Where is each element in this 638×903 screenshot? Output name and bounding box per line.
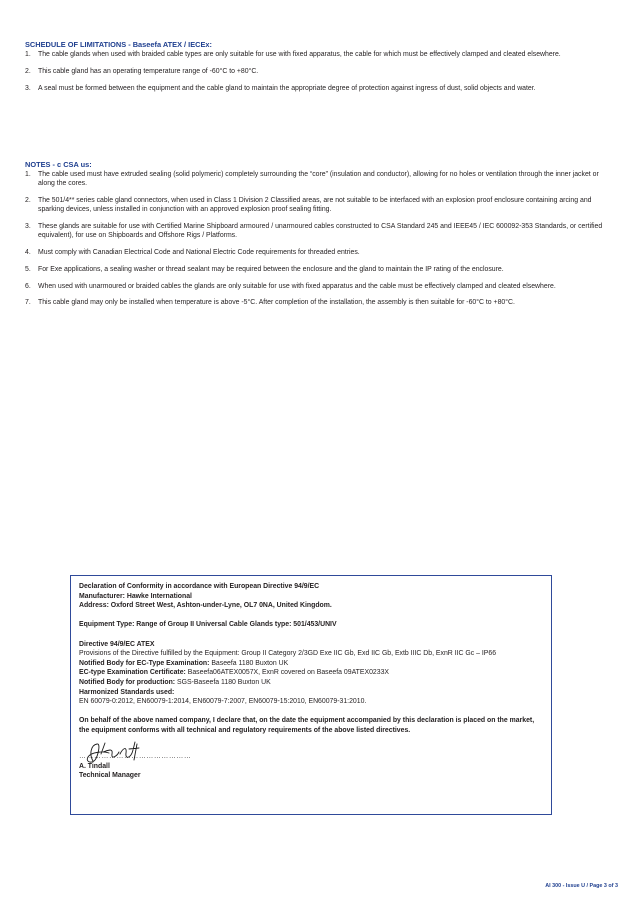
harmonized-standards-label: Harmonized Standards used: xyxy=(79,688,175,696)
item-number: 2. xyxy=(25,197,31,204)
schedule-heading: SCHEDULE OF LIMITATIONS - Baseefa ATEX / IECEx: xyxy=(25,40,212,49)
signer-title: Technical Manager xyxy=(79,772,141,780)
item-text: These glands are suitable for use with Certified Marine Shipboard armoured / unarmoured cables constructed to CSA Standard 245 and IEEE45 / IEC 600092-353 Standards, or certified equivalent), for use on Shipboards and Offshore Rigs / Platforms. xyxy=(38,223,603,240)
manufacturer-line: Manufacturer: Hawke International xyxy=(79,592,192,600)
list-item xyxy=(25,265,615,274)
notified-body-production-line xyxy=(79,678,543,688)
notified-body-ec-label: Notified Body for EC-Type Examination: xyxy=(79,659,210,667)
item-text: The cable glands when used with braided cable types are only suitable for use with fixed apparatus, the cable for which must be effectively clamped and cleated elsewhere. xyxy=(38,51,561,58)
csa-notes xyxy=(25,160,615,315)
item-number: 4. xyxy=(25,249,31,256)
notes-list xyxy=(25,170,615,308)
notified-body-production-value: SGS-Baseefa 1180 Buxton UK xyxy=(175,678,271,686)
item-number: 1. xyxy=(25,51,31,58)
equipment-type-line: Equipment Type: Range of Group II Universal Cable Glands type: 501/453/UNIV xyxy=(79,621,337,629)
item-text: This cable gland has an operating temperature range of -60°C to +80°C. xyxy=(38,67,259,75)
item-number: 5. xyxy=(25,265,31,273)
signature-line: ……………………………………… xyxy=(79,752,192,760)
item-text: This cable gland may only be installed when temperature is above -5°C. After completion of the installation, the assembly is then suitable for -60°C to +80°C. xyxy=(38,299,515,307)
harmonized-standards-value: EN 60079-0:2012, EN60079-1:2014, EN60079-7:2007, EN60079-15:2010, EN60079-31:2010. xyxy=(79,698,367,706)
item-text: A seal must be formed between the equipment and the cable gland to maintain the appropriate degree of protection against ingress of dust, solid objects and water. xyxy=(38,84,536,92)
ec-certificate-line xyxy=(79,668,543,678)
schedule-of-limitations xyxy=(25,40,615,100)
list-item xyxy=(25,248,615,257)
notified-body-ec-value: Baseefa 1180 Buxton UK xyxy=(209,659,289,667)
list-item xyxy=(25,298,615,307)
list-item xyxy=(25,222,615,240)
ec-certificate-value: Baseefa06ATEX0057X, ExnR covered on Baseefa 09ATEX0233X xyxy=(185,669,389,677)
list-item xyxy=(25,50,615,59)
signature-area xyxy=(79,740,209,762)
list-item xyxy=(25,67,615,76)
item-number: 6. xyxy=(25,282,31,290)
schedule-list xyxy=(25,50,615,93)
provisions-line: Provisions of the Directive fulfilled by the Equipment: Group II Category 2/3GD Exe IIC Gb, Exd IIC Gb, Extb IIIC Db, ExnR IIC Gc – IP66 xyxy=(79,650,497,658)
item-text: The 501/4** series cable gland connectors, when used in Class 1 Division 2 Classified areas, are not suitable to be interfaced with an explosion proof enclosure containing arcing and sparking devices, unless installed in conjunction with an approved explosion proof sealing fitting. xyxy=(38,197,592,214)
list-item xyxy=(25,170,615,188)
item-text: When used with unarmoured or braided cables the glands are only suitable for use with fixed apparatus and the cable must be effectively clamped and cleated elsewhere. xyxy=(38,282,556,290)
item-number: 1. xyxy=(25,171,31,178)
declaration-statement: On behalf of the above named company, I declare that, on the date the equipment accompanied by this declaration is placed on the market, the equipment conforms with all technical and regulatory requirements of the above listed directives. xyxy=(79,717,535,734)
page-footer: AI 300 - Issue U / Page 3 of 3 xyxy=(545,883,618,889)
notes-heading: NOTES - c CSA us: xyxy=(25,160,92,169)
list-item xyxy=(25,282,615,291)
list-item xyxy=(25,84,615,93)
list-item xyxy=(25,196,615,214)
item-text: The cable used must have extruded sealing (solid polymeric) completely surrounding the “core” (insulation and conductor), allowing for no holes or ventilation through the inner jacket or along the cores. xyxy=(38,171,599,188)
ec-certificate-label: EC-type Examination Certificate: xyxy=(79,669,186,677)
item-text: Must comply with Canadian Electrical Code and National Electric Code requirements for threaded entries. xyxy=(38,249,360,256)
declaration-title: Declaration of Conformity in accordance with European Directive 94/9/EC xyxy=(79,583,320,590)
notified-body-ec-line xyxy=(79,659,543,669)
item-text: For Exe applications, a sealing washer or thread sealant may be required between the enclosure and the gland to maintain the IP rating of the enclosure. xyxy=(38,265,504,273)
item-number: 7. xyxy=(25,299,31,307)
notified-body-production-label: Notified Body for production: xyxy=(79,678,176,686)
item-number: 3. xyxy=(25,84,31,92)
declaration-of-conformity-box xyxy=(70,575,552,815)
signer-name: A. Tindall xyxy=(79,762,110,770)
item-number: 3. xyxy=(25,223,31,230)
directive-heading: Directive 94/9/EC ATEX xyxy=(79,640,155,648)
address-line: Address: Oxford Street West, Ashton-under-Lyne, OL7 0NA, United Kingdom. xyxy=(79,602,332,610)
item-number: 2. xyxy=(25,67,31,75)
